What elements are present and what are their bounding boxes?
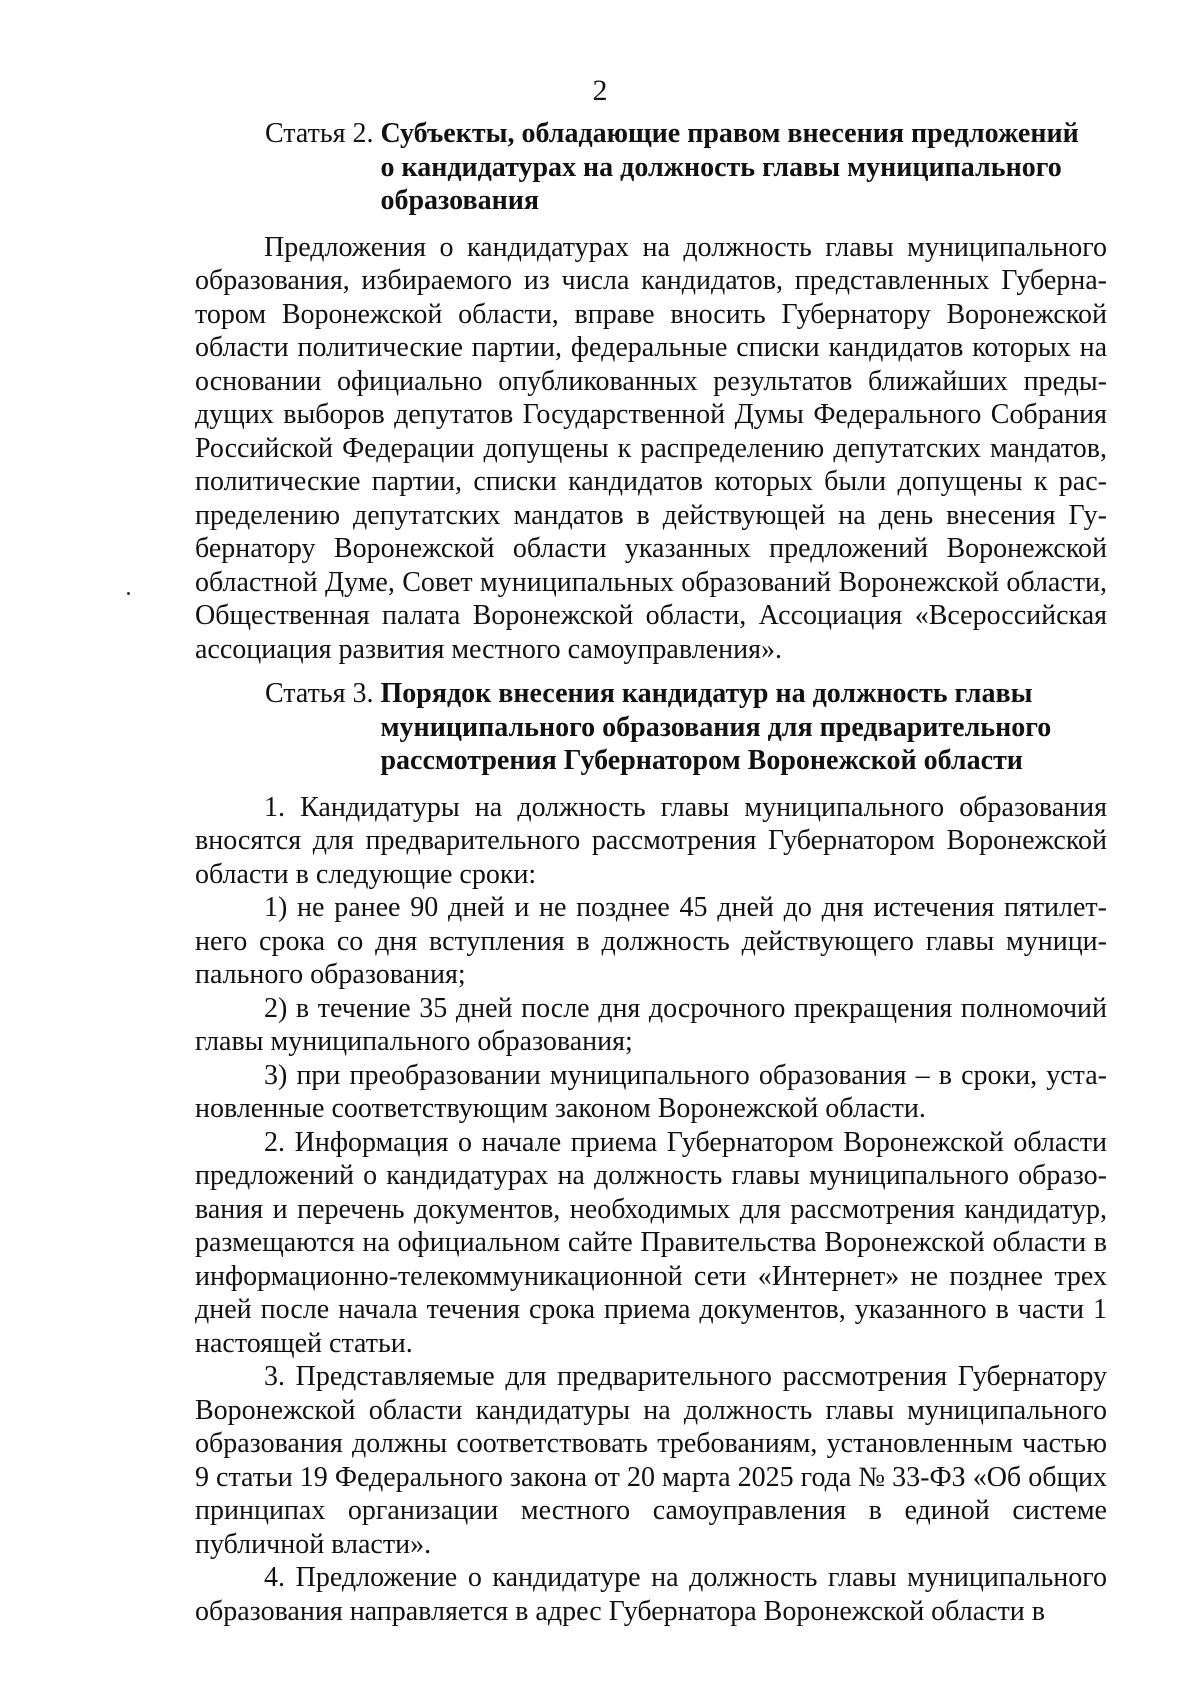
article-3-heading xyxy=(195,677,1107,778)
article-3-part-3: 3. Представляемые для предварительного рассмотрения Губернатору Воронежской области кандидатуры на должность главы муниципального образования должны соответствовать требованиям, установленным частью 9 статьи 19 Федерального закона от 20 марта 2025 года № 33-ФЗ «Об общих принципах организации местного самоуправления в единой системе публичной власти». xyxy=(195,1361,1107,1560)
article-3-part-1-item-1: 1) не ранее 90 дней и не позднее 45 дней до дня истечения пятилетнего срока со дня вступления в должность действующего главы муниципального образования; xyxy=(195,892,1107,990)
article-2-label: Статья 2. xyxy=(265,118,381,149)
scan-speck xyxy=(127,592,130,595)
article-3-part-2: 2. Информация о начале приема Губернатором Воронежской области предложений о кандидатурах на должность главы муниципального образования и перечень документов, необходимых для рассмотрения кандидатур, размещаются на официальном сайте Правительства Воронежской области в информационно-телекоммуникационной сети «Интернет» не позднее трех дней после начала течения срока приема документов, указанного в части 1 настоящей статьи. xyxy=(195,1126,1107,1359)
article-2-heading xyxy=(195,117,1107,218)
article-3-part-1-item-2: 2) в течение 35 дней после дня досрочного прекращения полномочий главы муниципального образования; xyxy=(195,992,1107,1057)
article-3-label: Статья 3. xyxy=(265,678,381,709)
article-2-title: Субъекты, обладающие правом внесения предложений о кандидатурах на должность главы муниципального образования xyxy=(380,118,1079,216)
article-3-part-1: 1. Кандидатуры на должность главы муниципального образования вносятся для предварительного рассмотрения Губернатором Воронежской области в следующие сроки: xyxy=(195,791,1107,890)
article-3-title: Порядок внесения кандидатур на должность главы муниципального образования для предварительного рассмотрения Губернатором Воронежской области xyxy=(380,678,1052,776)
article-3-part-4: 4. Предложение о кандидатуре на должность главы муниципального образования направляется в адрес Губернатора Воронежской области в xyxy=(195,1562,1107,1627)
document-body xyxy=(195,117,1107,1628)
article-3-part-1-item-3: 3) при преобразовании муниципального образования – в сроки, установленные соответствующим законом Воронежской области. xyxy=(195,1059,1107,1124)
article-2-paragraph: Предложения о кандидатурах на должность главы муниципального образования, избираемого из числа кандидатов, представленных Губернатором Воронежской области, вправе вносить Губернатору Воронежской области политические партии, федеральные списки кандидатов которых на основании официально опубликованных результатов ближайших предыдущих выборов депутатов Государственной Думы Федерального Собрания Российской Федерации допущены к распределению депутатских мандатов, политические партии, списки кандидатов которых были допущены к распределению депутатских мандатов в действующей на день внесения Губернатору Воронежской области указанных предложений Воронежской областной Думе, Совет муниципальных образований Воронежской области, Общественная палата Воронежской области, Ассоциация «Всероссийская ассоциация развития местного самоуправления». xyxy=(195,231,1107,665)
page-number: 2 xyxy=(592,74,608,107)
